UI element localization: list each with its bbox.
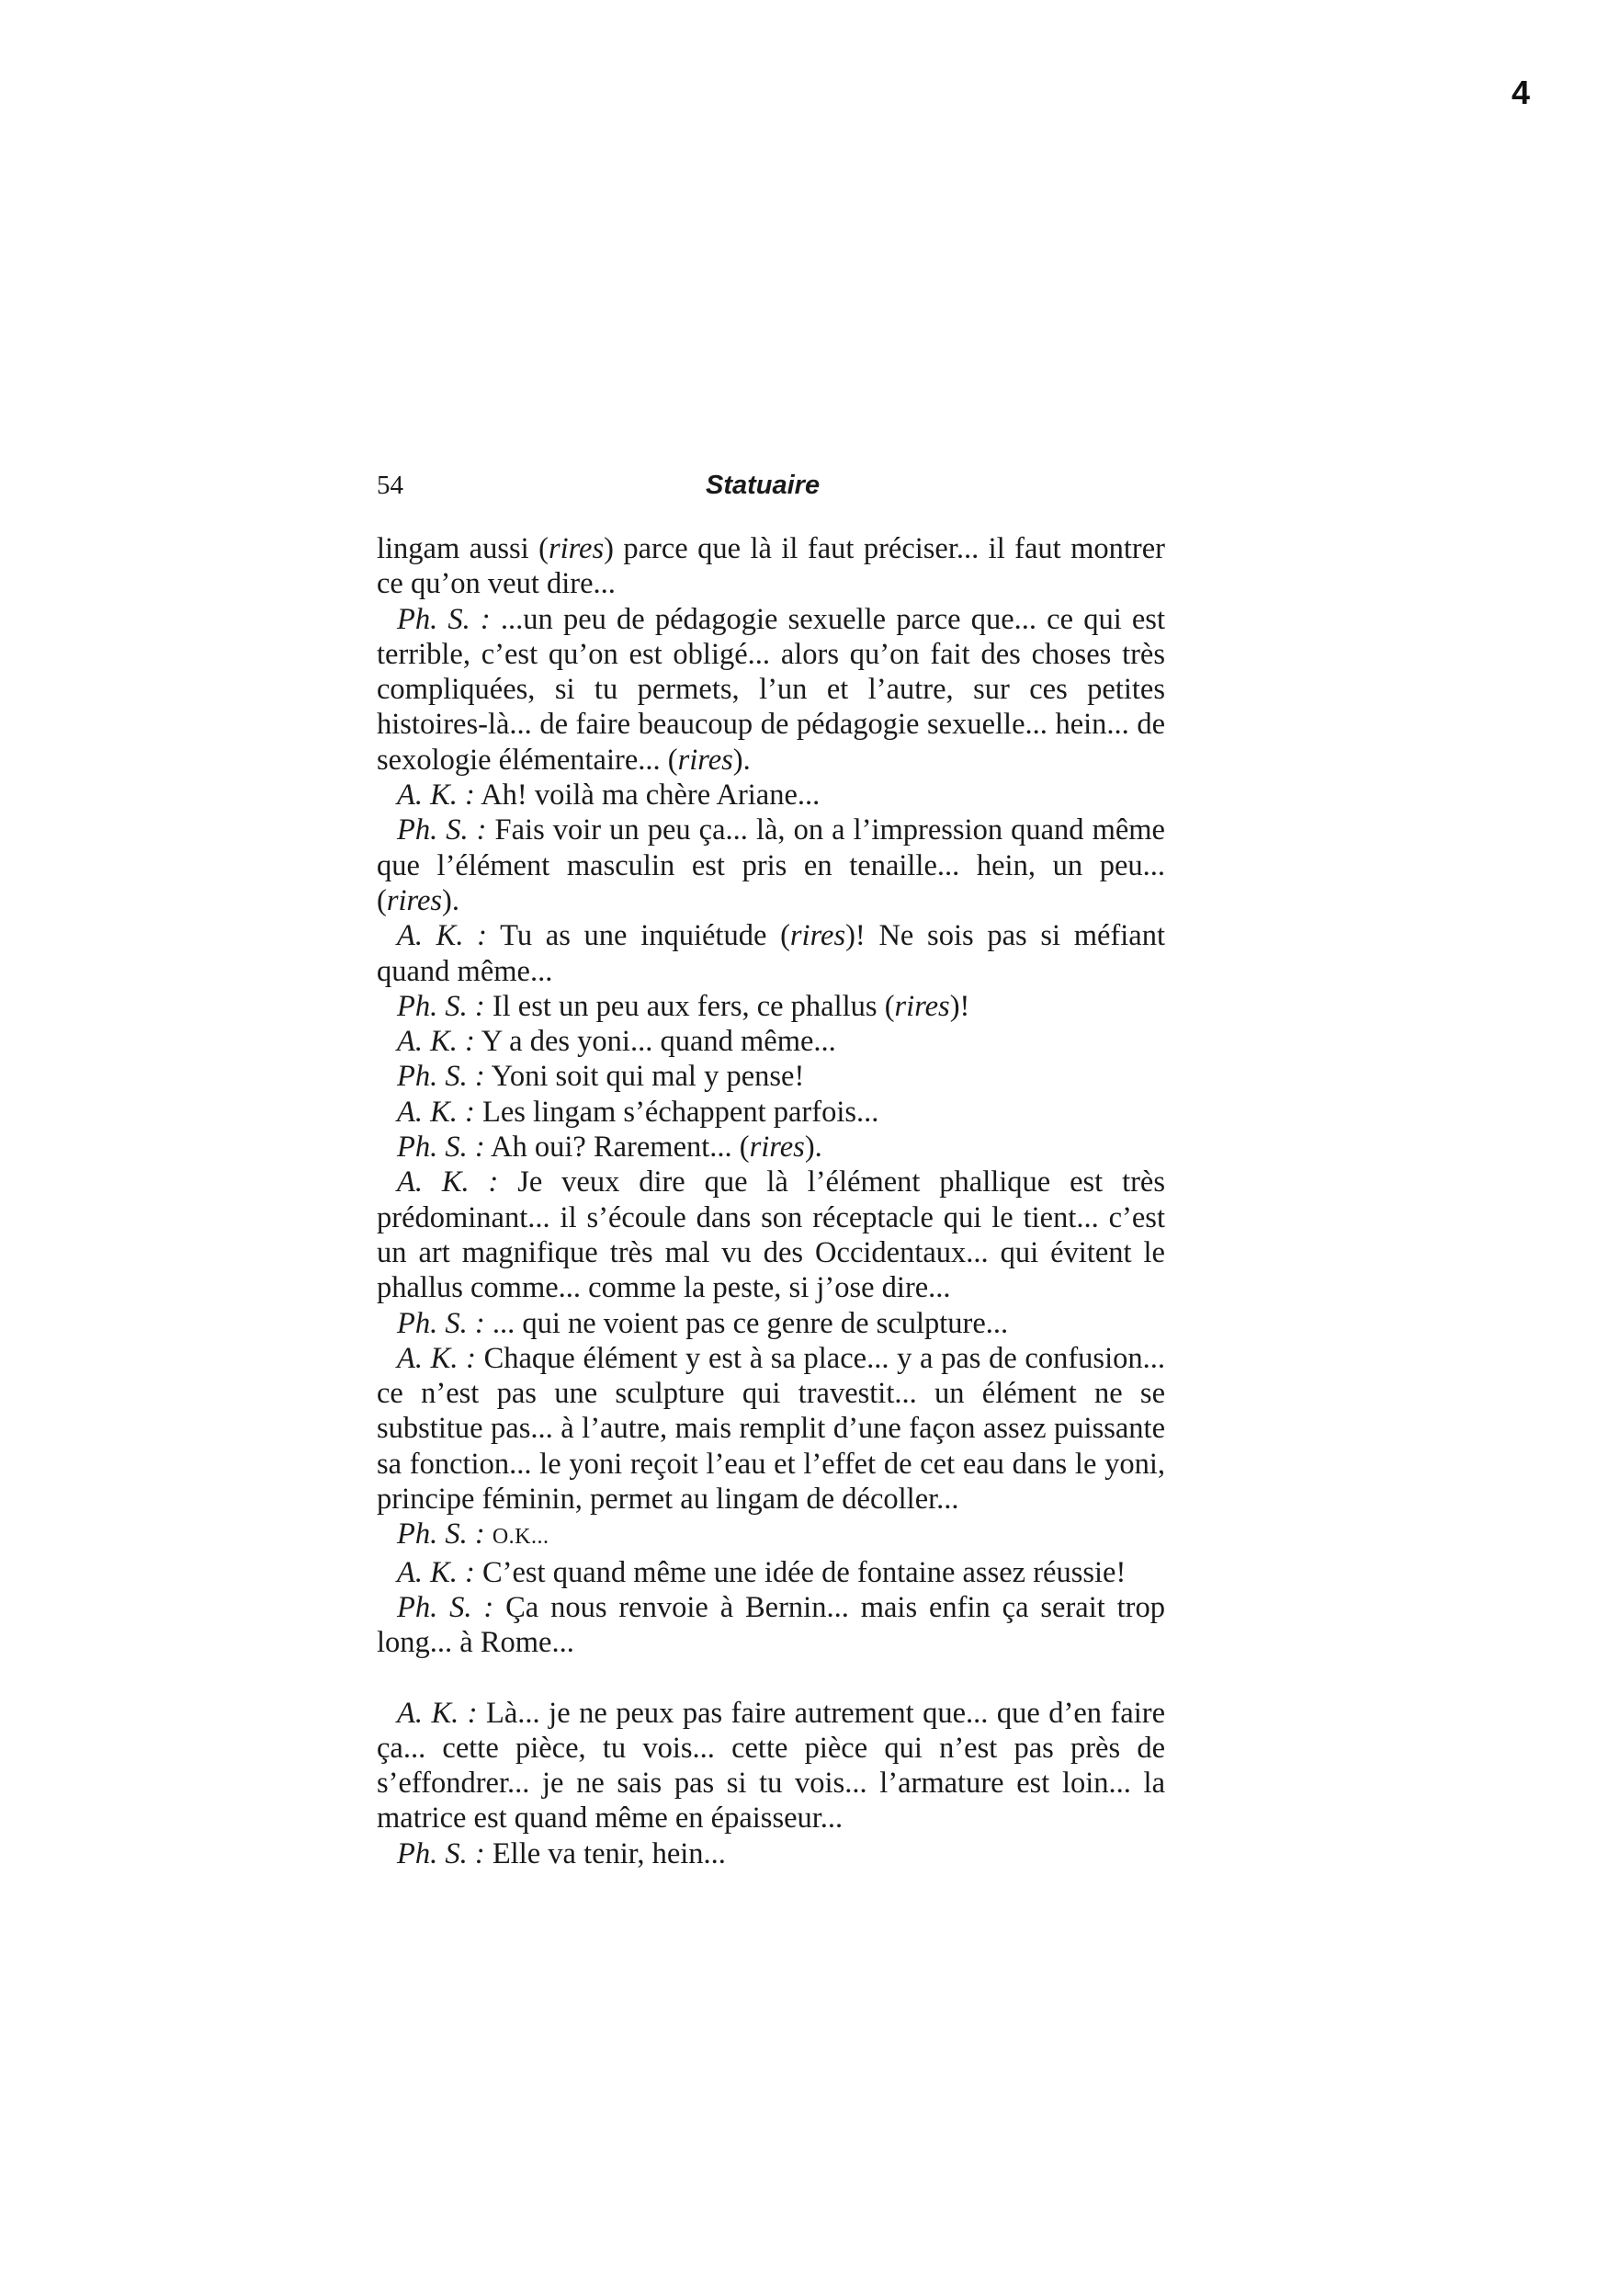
text-segment: Ça nous renvoie à Bernin... mais enfin ça serait trop long... à Rome... xyxy=(377,1590,1165,1660)
speaker-label: Ph. S. : xyxy=(397,1836,485,1870)
text-segment: rires xyxy=(789,919,846,953)
paragraph xyxy=(377,1590,1165,1661)
running-head xyxy=(377,471,1165,511)
text-segment: Là... je ne peux pas faire autrement que... que d’en faire ça... cette pièce, tu vois... cette pièce qui n’est pas près de s’effondrer... je ne sais pas si tu vois... l’armature est loin... la matrice est quand même en épaisseur... xyxy=(377,1696,1165,1836)
paragraph xyxy=(377,813,1165,918)
speaker-label: A. K. : xyxy=(397,1165,499,1199)
text-segment: )! Ne sois pas si méfiant quand même... xyxy=(377,919,1165,988)
speaker-label: Ph. S. : xyxy=(397,813,487,847)
text-segment: Tu as une inquiétude ( xyxy=(487,919,790,953)
speaker-label: A. K. : xyxy=(397,1555,475,1589)
text-segment: Il est un peu aux fers, ce phallus ( xyxy=(484,989,895,1023)
text-segment: ). xyxy=(732,743,751,777)
paragraph xyxy=(377,1130,1165,1165)
speaker-label: A. K. : xyxy=(397,779,475,813)
speaker-label: A. K. : xyxy=(397,1341,476,1375)
text-segment: rires xyxy=(677,743,733,777)
text-segment: Je veux dire que là l’élément phallique est très prédominant... il s’écoule dans son réceptacle qui le tient... c’est un art magnifique très mal vu des Occidentaux... qui évitent le phallus comme... comme la peste, si j’ose dire... xyxy=(377,1165,1165,1305)
paragraph xyxy=(377,1555,1165,1590)
text-segment: Chaque élément y est à sa place... y a pas de confusion... ce n’est pas une sculpture qui travestit... un élément ne se substitue pas... à l’autre, mais remplit d’une façon assez puissante sa fonction... le yoni reçoit l’eau et l’effet de cet eau dans le yoni, principe féminin, permet au lingam de décoller... xyxy=(377,1341,1165,1517)
paragraph xyxy=(377,602,1165,778)
speaker-label: A. K. : xyxy=(397,1696,478,1730)
paragraph xyxy=(377,1095,1165,1130)
body-text xyxy=(377,531,1165,1871)
speaker-label: Ph. S. : xyxy=(397,1590,494,1624)
text-segment: Y a des yoni... quand même... xyxy=(474,1025,836,1059)
paragraph xyxy=(377,778,1165,813)
text-segment: rires xyxy=(749,1131,805,1165)
text-segment: ... qui ne voient pas ce genre de sculpture... xyxy=(484,1306,1009,1340)
text-segment: C’est quand même une idée de fontaine assez réussie! xyxy=(474,1555,1127,1589)
text-segment: ). xyxy=(442,883,459,917)
text-segment: Ah! voilà ma chère Ariane... xyxy=(474,779,821,813)
text-segment: O.K... xyxy=(492,1525,549,1550)
text-segment: )! xyxy=(949,989,970,1023)
paragraph xyxy=(377,989,1165,1024)
speaker-label: Ph. S. : xyxy=(397,1517,485,1552)
speaker-label: Ph. S. : xyxy=(397,1060,485,1094)
speaker-label: A. K. : xyxy=(397,1025,475,1059)
speaker-label: Ph. S. : xyxy=(397,1131,485,1165)
text-segment: ). xyxy=(804,1131,822,1165)
text-segment: rires xyxy=(894,989,950,1023)
paragraph xyxy=(377,531,1165,602)
book-title: Statuaire xyxy=(706,471,821,500)
speaker-label: Ph. S. : xyxy=(397,602,491,636)
paragraph xyxy=(377,1024,1165,1059)
speaker-label: Ph. S. : xyxy=(397,989,485,1023)
folio: 54 xyxy=(377,471,403,500)
paragraph xyxy=(377,1306,1165,1341)
text-segment: Ah oui? Rarement... ( xyxy=(484,1131,750,1165)
text-segment: lingam aussi ( xyxy=(377,532,549,565)
paragraph xyxy=(377,1341,1165,1517)
text-segment: Elle va tenir, hein... xyxy=(484,1836,726,1870)
paragraph xyxy=(377,1165,1165,1305)
text-segment: ) parce que là il faut préciser... il faut montrer ce qu’on veut dire... xyxy=(377,532,1165,601)
text-segment xyxy=(485,1517,493,1551)
paragraph xyxy=(377,918,1165,989)
text-segment: Les lingam s’échappent parfois... xyxy=(474,1095,879,1129)
text-segment: Fais voir un peu ça... là, on a l’impression quand même que l’élément masculin est pris en tenaille... hein, un peu... ( xyxy=(377,813,1165,917)
text-segment: Yoni soit qui mal y pense! xyxy=(484,1060,805,1094)
text-segment: rires xyxy=(386,883,443,917)
paragraph xyxy=(377,1696,1165,1836)
speaker-label: Ph. S. : xyxy=(397,1306,485,1340)
speaker-label: A. K. : xyxy=(397,919,488,953)
text-segment: ...un peu de pédagogie sexuelle parce que... ce qui est terrible, c’est qu’on est obligé... alors qu’on fait des choses très compliquées, si tu permets, l’un et l’autre, sur ces petites histoires-là... de faire beaucoup de pédagogie sexuelle... hein... de sexologie élémentaire... ( xyxy=(377,602,1165,777)
paragraph xyxy=(377,1517,1165,1554)
paragraph xyxy=(377,1059,1165,1094)
scan-page-number: 4 xyxy=(1512,74,1531,111)
speaker-label: A. K. : xyxy=(397,1095,475,1129)
text-segment: rires xyxy=(548,532,605,565)
paragraph xyxy=(377,1836,1165,1871)
